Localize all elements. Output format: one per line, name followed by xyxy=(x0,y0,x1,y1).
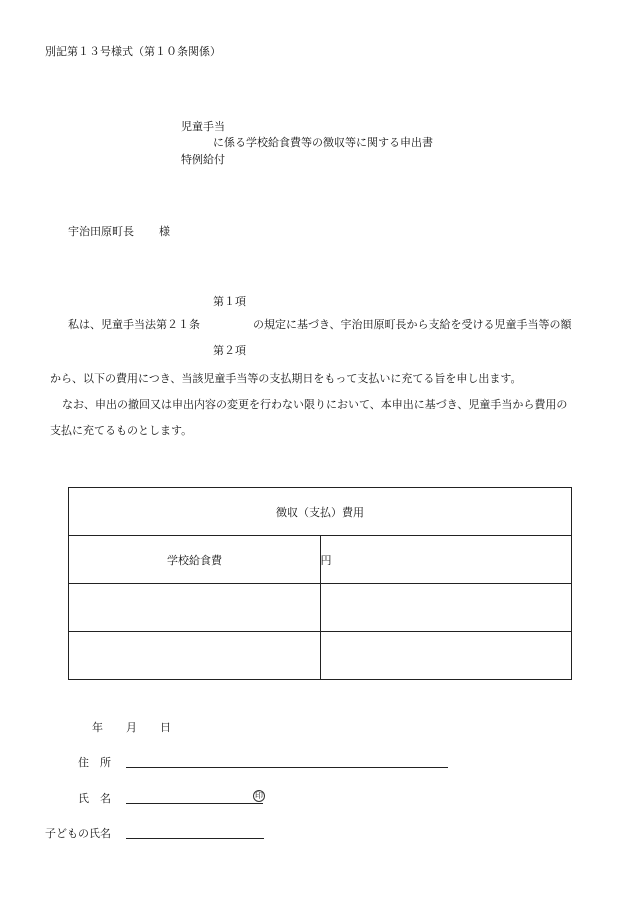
name-label: 氏 名 xyxy=(78,792,111,805)
clause-option-2: 第２項 xyxy=(213,344,246,357)
fee-item xyxy=(69,632,321,680)
fee-table-header: 徴収（支払）費用 xyxy=(69,488,572,536)
address-line xyxy=(126,767,448,768)
fee-item: 学校給食費 xyxy=(69,536,321,584)
fee-amount-unit xyxy=(320,584,572,632)
form-title: に係る学校給食費等の徴収等に関する申出書 xyxy=(213,136,433,149)
body-line-2: から、以下の費用につき、当該児童手当等の支払期日をもって支払いに充てる旨を申し出ます。 xyxy=(50,372,522,385)
body-line-4: 支払に充てるものとします。 xyxy=(50,424,193,437)
fee-table-header-row xyxy=(69,488,572,536)
body-line-3: なお、申出の撤回又は申出内容の変更を行わない限りにおいて、本申出に基づき、児童手当から費用の xyxy=(62,398,568,411)
body-line-1b: の規定に基づき、宇治田原町長から支給を受ける児童手当等の額 xyxy=(253,318,572,331)
child-name-line xyxy=(126,838,264,839)
fee-table-row xyxy=(69,632,572,680)
address-label: 住 所 xyxy=(78,756,111,769)
fee-item xyxy=(69,584,321,632)
name-line xyxy=(126,803,263,804)
addressee-honorific: 様 xyxy=(159,225,170,238)
addressee-name: 宇治田原町長 xyxy=(68,225,134,238)
fee-table-row xyxy=(69,584,572,632)
fee-table-row xyxy=(69,536,572,584)
seal-mark: 印 xyxy=(255,791,263,800)
date-day-label: 日 xyxy=(160,721,171,734)
fee-amount-unit xyxy=(320,632,572,680)
date-year-label: 年 xyxy=(92,721,103,734)
title-option-special-benefit: 特例給付 xyxy=(181,153,225,166)
child-name-label: 子どもの氏名 xyxy=(45,827,111,840)
fee-amount-unit: 円 xyxy=(320,536,572,584)
fee-table xyxy=(68,487,572,680)
title-option-child-allowance: 児童手当 xyxy=(181,120,225,133)
clause-option-1: 第１項 xyxy=(213,295,246,308)
date-month-label: 月 xyxy=(126,721,137,734)
form-label: 別記第１３号様式（第１０条関係） xyxy=(45,45,221,58)
body-line-1a: 私は、児童手当法第２１条 xyxy=(68,318,200,331)
